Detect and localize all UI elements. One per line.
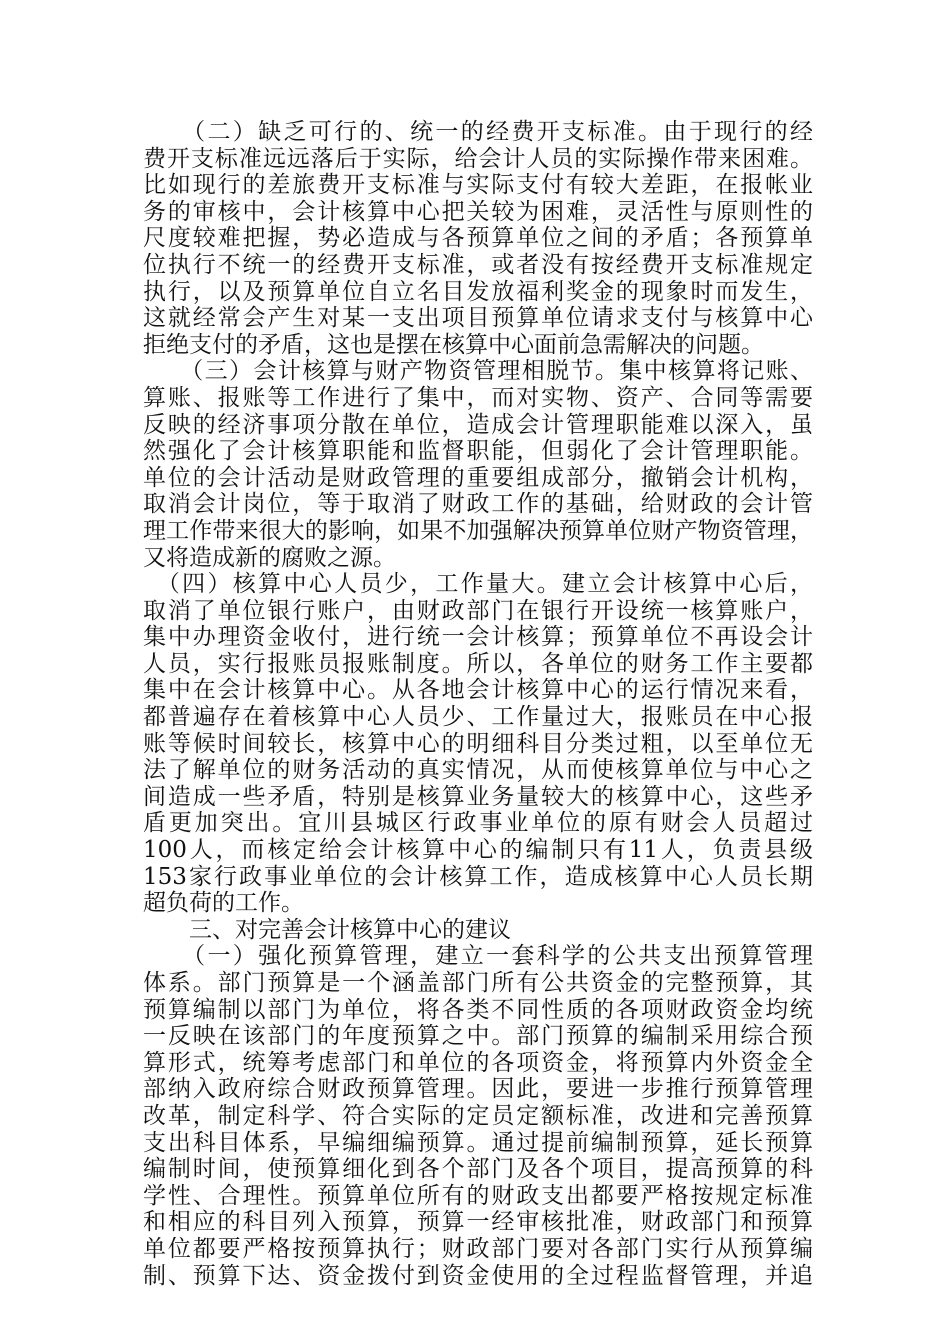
text-line: 学性、合理性。预算单位所有的财政支出都要严格按规定标准 [143,1182,813,1209]
text-line: 盾更加突出。宜川县城区行政事业单位的原有财会人员超过 [143,810,813,837]
text-line: 预算编制以部门为单位，将各类不同性质的各项财政资金均统 [143,996,813,1023]
text-line: 务的审核中，会计核算中心把关较为困难，灵活性与原则性的 [143,198,813,225]
text-line: 执行，以及预算单位自立名目发放福利奖金的现象时而发生， [143,278,813,305]
text-line: 取消会计岗位，等于取消了财政工作的基础，给财政的会计管 [143,491,813,518]
text-line: 法了解单位的财务活动的真实情况，从而使核算单位与中心之 [143,757,813,784]
text-line: 集中在会计核算中心。从各地会计核算中心的运行情况来看， [143,677,813,704]
text-line: 理工作带来很大的影响，如果不加强解决预算单位财产物资管理， [143,517,813,544]
text-line: 改革，制定科学、符合实际的定员定额标准，改进和完善预算 [143,1102,813,1129]
document-body [143,119,813,1289]
text-line: 单位都要严格按预算执行；财政部门要对各部门实行从预算编 [143,1235,813,1262]
text-line: 一反映在该部门的年度预算之中。部门预算的编制采用综合预 [143,1023,813,1050]
text-line: 153家行政事业单位的会计核算工作，造成核算中心人员长期 [143,863,813,890]
text-line: 比如现行的差旅费开支标准与实际支付有较大差距，在报帐业 [143,172,813,199]
text-line: 位执行不统一的经费开支标准，或者没有按经费开支标准规定 [143,251,813,278]
text-line: 账等候时间较长，核算中心的明细科目分类过粗，以至单位无 [143,730,813,757]
text-line: 这就经常会产生对某一支出项目预算单位请求支付与核算中心 [143,305,813,332]
text-line: 又将造成新的腐败之源。 [143,544,396,571]
text-line: 人员，实行报账员报账制度。所以，各单位的财务工作主要都 [143,650,813,677]
text-line: 支出科目体系，早编细编预算。通过提前编制预算，延长预算 [143,1129,813,1156]
text-line: 费开支标准远远落后于实际，给会计人员的实际操作带来困难。 [143,145,813,172]
text-line: 编制时间，使预算细化到各个部门及各个项目，提高预算的科 [143,1156,813,1183]
text-line: 100人，而核定给会计核算中心的编制只有11人，负责县级 [143,837,813,864]
text-line: 间造成一些矛盾，特别是核算业务量较大的核算中心，这些矛 [143,783,813,810]
text-line: 制、预算下达、资金拨付到资金使用的全过程监督管理，并追 [143,1262,813,1289]
text-line: 体系。部门预算是一个涵盖部门所有公共资金的完整预算，其 [143,970,813,996]
text-line: 反映的经济事项分散在单位，造成会计管理职能难以深入，虽 [143,411,813,438]
text-line: 拒绝支付的矛盾，这也是摆在核算中心面前急需解决的问题。 [143,331,764,358]
text-line: （二）缺乏可行的、统一的经费开支标准。由于现行的经 [143,119,813,145]
text-line: 部纳入政府综合财政预算管理。因此，要进一步推行预算管理 [143,1076,813,1103]
text-line: 算形式，统筹考虑部门和单位的各项资金，将预算内外资金全 [143,1049,813,1076]
text-line: 和相应的科目列入预算，预算一经审核批准，财政部门和预算 [143,1209,813,1236]
text-line: （四）核算中心人员少，工作量大。建立会计核算中心后， [143,571,813,598]
text-line: 算账、报账等工作进行了集中，而对实物、资产、合同等需要 [143,384,813,411]
text-line: （三）会计核算与财产物资管理相脱节。集中核算将记账、 [143,358,813,385]
text-line: 都普遍存在着核算中心人员少、工作量过大，报账员在中心报 [143,704,813,731]
text-line: 尺度较难把握，势必造成与各预算单位之间的矛盾；各预算单 [143,225,813,252]
text-line: 单位的会计活动是财政管理的重要组成部分，撤销会计机构， [143,464,813,491]
text-line: 然强化了会计核算职能和监督职能，但弱化了会计管理职能。 [143,438,813,465]
text-line: 取消了单位银行账户，由财政部门在银行开设统一核算账户， [143,597,813,624]
text-line: 三、对完善会计核算中心的建议 [143,916,511,943]
text-line: 超负荷的工作。 [143,890,304,917]
text-line: （一）强化预算管理，建立一套科学的公共支出预算管理 [143,943,813,970]
text-line: 集中办理资金收付，进行统一会计核算；预算单位不再设会计 [143,624,813,651]
